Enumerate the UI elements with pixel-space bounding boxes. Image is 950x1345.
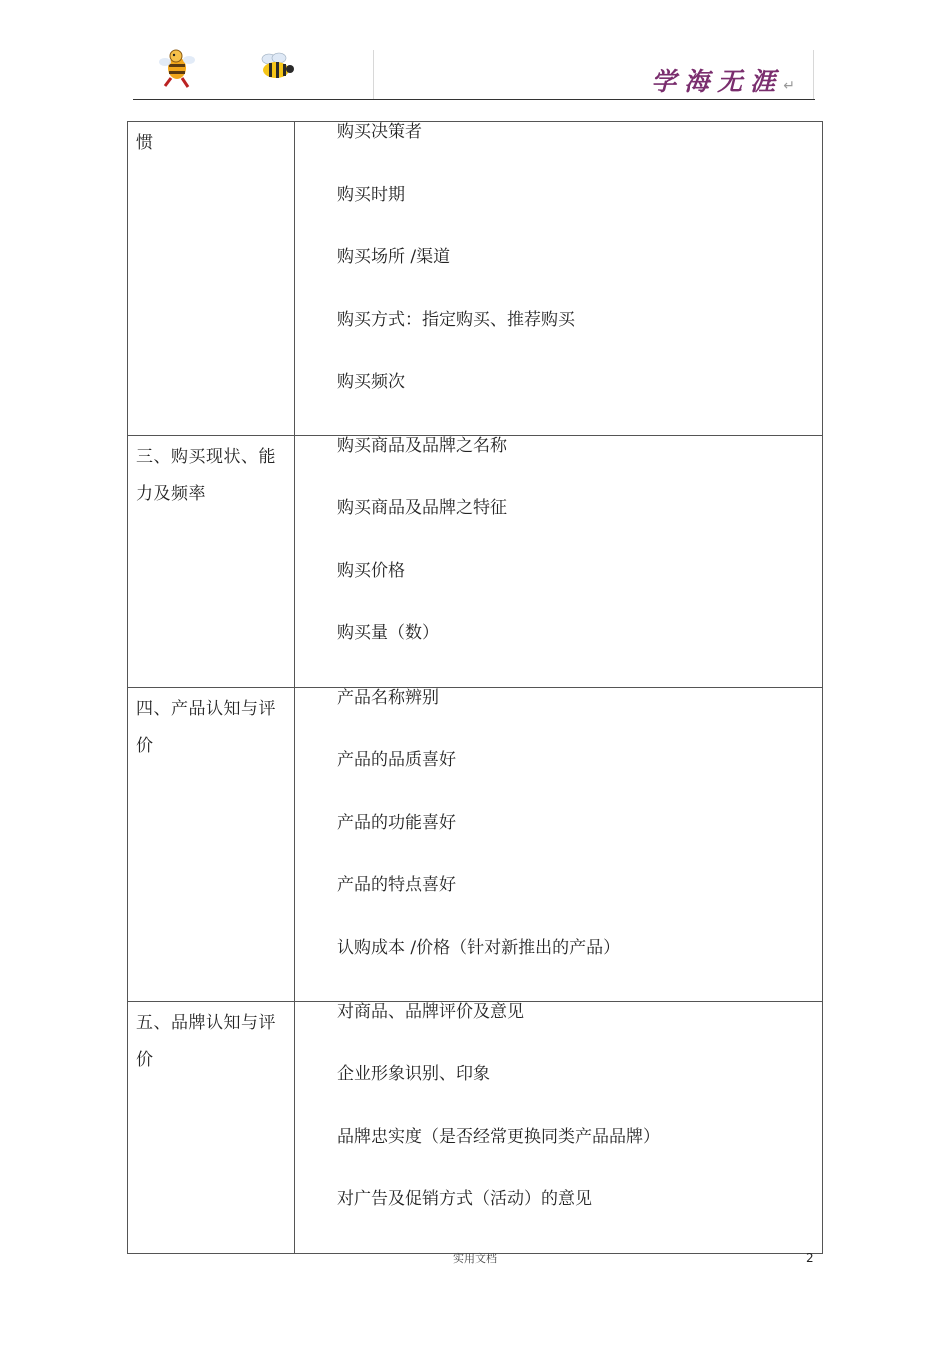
- list-item: 购买量（数）: [337, 623, 439, 643]
- list-item: 购买场所 /渠道: [337, 247, 451, 267]
- list-item: 购买商品及品牌之名称: [337, 435, 507, 456]
- list-item: 产品名称辨别: [337, 687, 439, 708]
- page-number: 2: [806, 1251, 814, 1265]
- list-item: 对广告及促销方式（活动）的意见: [337, 1189, 592, 1209]
- list-item: 产品的功能喜好: [337, 812, 456, 833]
- flying-bee-icon: [257, 52, 297, 82]
- table-row: [128, 1001, 823, 1253]
- return-mark: ↵: [783, 78, 795, 94]
- header-motto: [651, 62, 795, 98]
- list-item: 购买时期: [337, 184, 405, 205]
- header-divider: [813, 50, 814, 100]
- list-item: 产品的品质喜好: [337, 750, 456, 770]
- category-cell: 四、产品认知与评价: [128, 687, 295, 1001]
- running-bee-icon: [155, 48, 199, 90]
- list-item: 产品的特点喜好: [337, 875, 456, 895]
- category-cell: 三、购买现状、能力及频率: [128, 435, 295, 687]
- list-item: 购买价格: [337, 560, 405, 581]
- list-item: 品牌忠实度（是否经常更换同类产品品牌）: [337, 1126, 660, 1147]
- category-cell: 惯: [128, 122, 295, 436]
- page-header: [133, 40, 815, 100]
- list-item: 企业形象识别、印象: [337, 1064, 490, 1084]
- category-cell: 五、品牌认知与评价: [128, 1001, 295, 1253]
- table-row: [128, 122, 823, 436]
- items-cell: [295, 435, 823, 687]
- list-item: 购买频次: [337, 372, 405, 392]
- motto-text: 学海无涯: [651, 67, 784, 96]
- survey-content-table: [127, 121, 823, 1254]
- table-row: [128, 435, 823, 687]
- list-item: 对商品、品牌评价及意见: [337, 1001, 524, 1022]
- footer-label: 实用文档: [453, 1252, 497, 1265]
- header-divider: [373, 50, 374, 100]
- list-item: 购买决策者: [337, 122, 422, 142]
- list-item: 认购成本 /价格（针对新推出的产品）: [337, 937, 621, 958]
- list-item: 购买方式：指定购买、推荐购买: [337, 309, 575, 330]
- list-item: 购买商品及品牌之特征: [337, 498, 507, 518]
- table-row: [128, 687, 823, 1001]
- items-cell: [295, 687, 823, 1001]
- items-cell: [295, 1001, 823, 1253]
- items-cell: [295, 122, 823, 436]
- header-rule: [133, 99, 815, 100]
